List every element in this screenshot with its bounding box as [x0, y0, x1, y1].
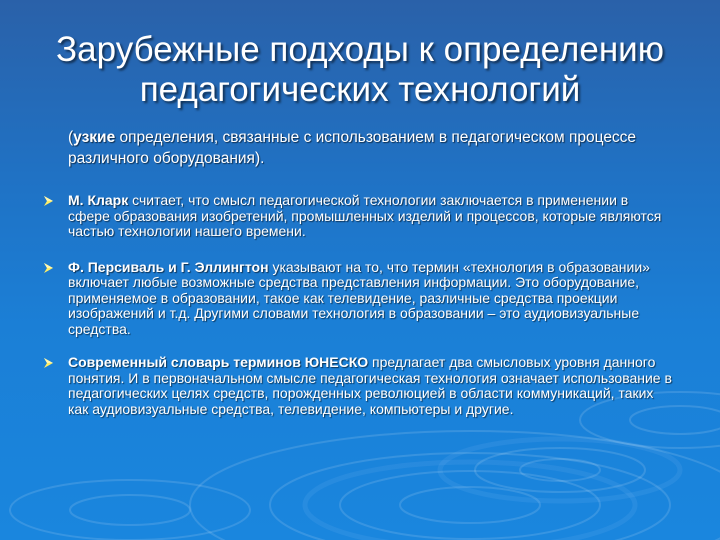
- subtitle-bold-word: узкие: [73, 129, 116, 146]
- bullet-text: указывают на то, что термин «технология в образовании» включает любые возможные средства представления информации. Это оборудование, применяемое в образовании, такое как телевидение, различные средства проекции изображений и т.д. Другими словами технология в образовании – это аудиовизуальные средства.: [68, 258, 650, 337]
- arrow-bullet-icon: [42, 262, 54, 274]
- bullet-item: [42, 193, 672, 240]
- bullet-list: [42, 193, 672, 417]
- subtitle-open-paren: (: [68, 129, 74, 146]
- bullet-text: считает, что смысл педагогической технологии заключается в применении в сфере образования изобретений, промышленных изделий и процессов, которые являются частью технологии нашего времени.: [68, 192, 662, 239]
- bullet-lead: М. Кларк: [68, 192, 129, 208]
- bullet-lead: Современный словарь терминов ЮНЕСКО: [68, 354, 369, 370]
- slide-subtitle: [68, 127, 668, 169]
- arrow-bullet-icon: [42, 357, 54, 369]
- bullet-text: предлагает два смысловых уровня данного понятия. И в первоначальном смысле педагогическая технология означает использование в педагогических целях средств, порожденных революцией в области коммуникаций, таких как аудиовизуальные средства, телевидение, компьютеры и другие.: [68, 354, 672, 417]
- bullet-item: [42, 355, 672, 417]
- bullet-item: [42, 260, 672, 338]
- subtitle-rest: определения, связанные с использованием в педагогическом процессе различного оборудования).: [68, 129, 637, 167]
- bullet-lead: Ф. Персиваль и Г. Эллингтон: [68, 258, 269, 275]
- arrow-bullet-icon: [42, 195, 54, 207]
- bullet-body: [68, 355, 672, 417]
- slide-title: Зарубежные подходы к определению педагогических технологий: [56, 30, 664, 109]
